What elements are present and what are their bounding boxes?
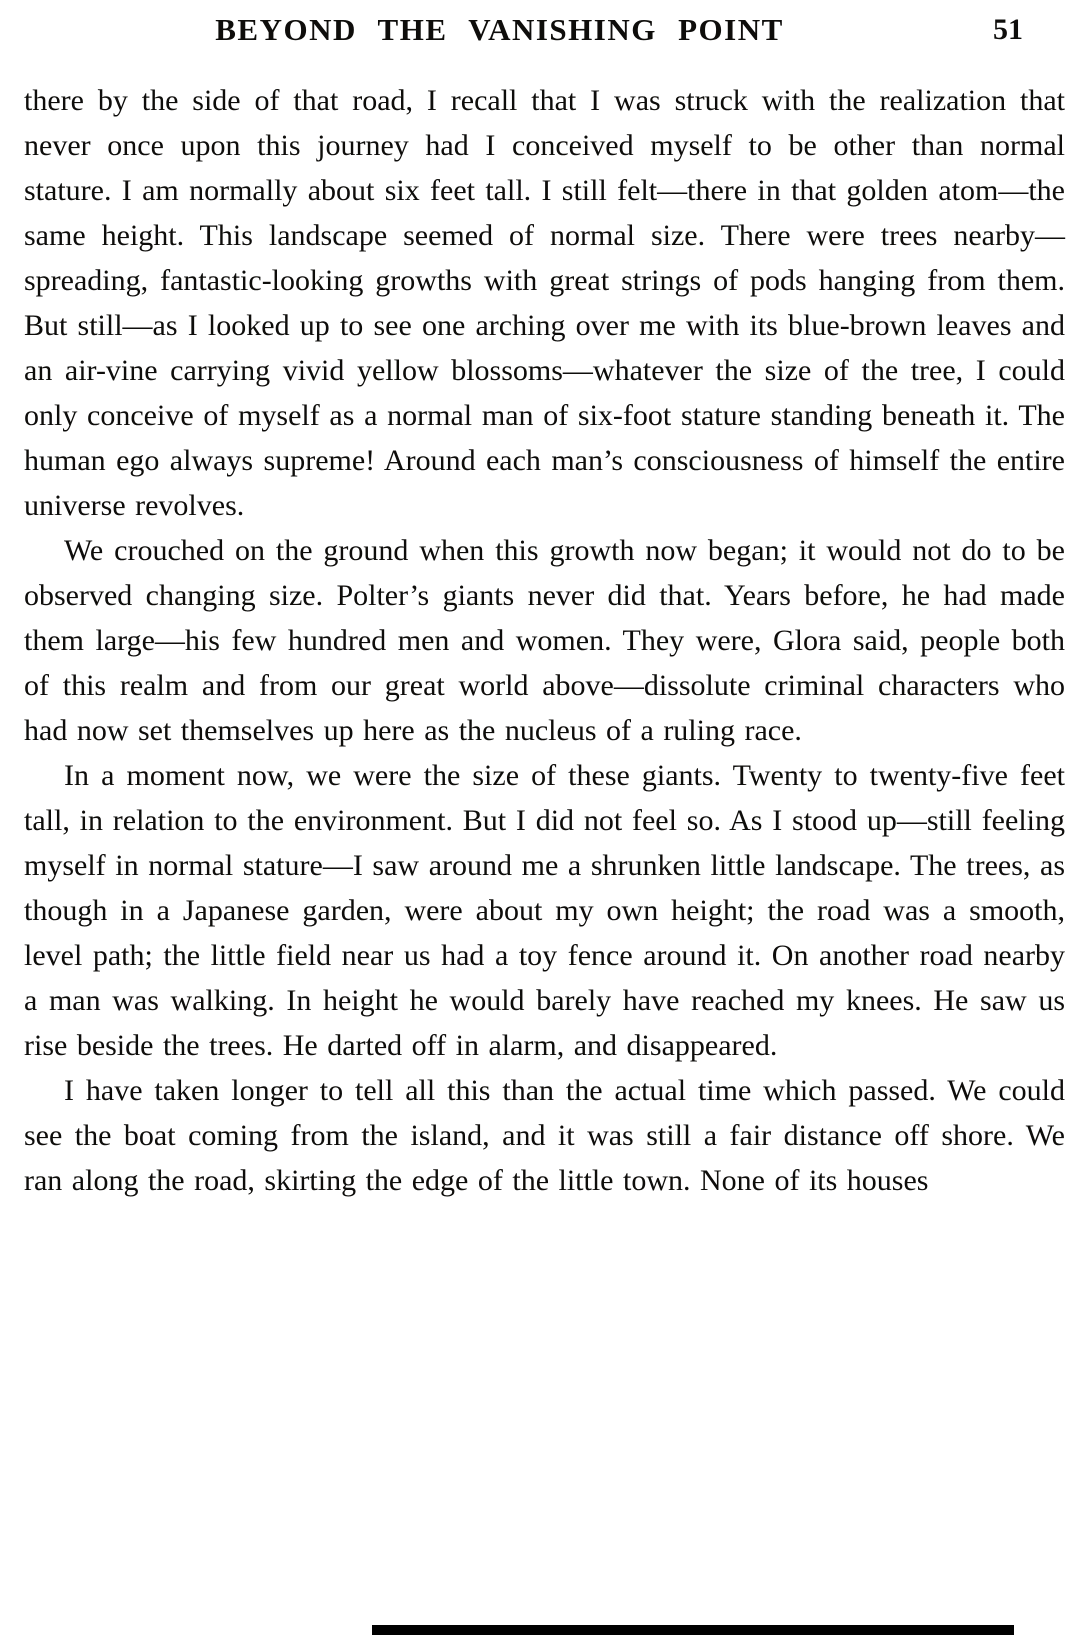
paragraph: I have taken longer to tell all this than the actual time which passed. We could see the boat coming from the island, and it was still a fair distance off shore. We ran along the road, skirting the edge of the little town. None of its houses: [24, 1074, 1065, 1197]
scan-artifact-bar: [372, 1625, 1014, 1635]
page-header: [24, 12, 1065, 64]
page-body: [24, 78, 1065, 1203]
page-title: BEYOND THE VANISHING POINT: [215, 12, 784, 47]
page-number: 51: [993, 13, 1023, 46]
paragraph: We crouched on the ground when this growth now began; it would not do to be observed changing size. Polter’s giants never did that. Years before, he had made them large—his few hundred men and women. They were, Glora said, people both of this realm and from our great world above—dissolute criminal characters who had now set themselves up here as the nucleus of a ruling race.: [24, 534, 1065, 747]
paragraph: there by the side of that road, I recall that I was struck with the realization that never once upon this journey had I conceived myself to be other than normal stature. I am normally about six feet tall. I still felt—there in that golden atom—the same height. This landscape seemed of normal size. There were trees nearby—spreading, fantastic-looking growths with great strings of pods hanging from them. But still—as I looked up to see one arching over me with its blue-brown leaves and an air-vine carrying vivid yellow blossoms—whatever the size of the tree, I could only conceive of myself as a normal man of six-foot stature standing beneath it. The human ego always supreme! Around each man’s consciousness of himself the entire universe revolves.: [24, 84, 1065, 522]
paragraph: In a moment now, we were the size of these giants. Twenty to twenty-five feet tall, in relation to the environment. But I did not feel so. As I stood up—still feeling myself in normal stature—I saw around me a shrunken little landscape. The trees, as though in a Japanese garden, were about my own height; the road was a smooth, level path; the little field near us had a toy fence around it. On another road nearby a man was walking. In height he would barely have reached my knees. He saw us rise beside the trees. He darted off in alarm, and disappeared.: [24, 759, 1065, 1062]
